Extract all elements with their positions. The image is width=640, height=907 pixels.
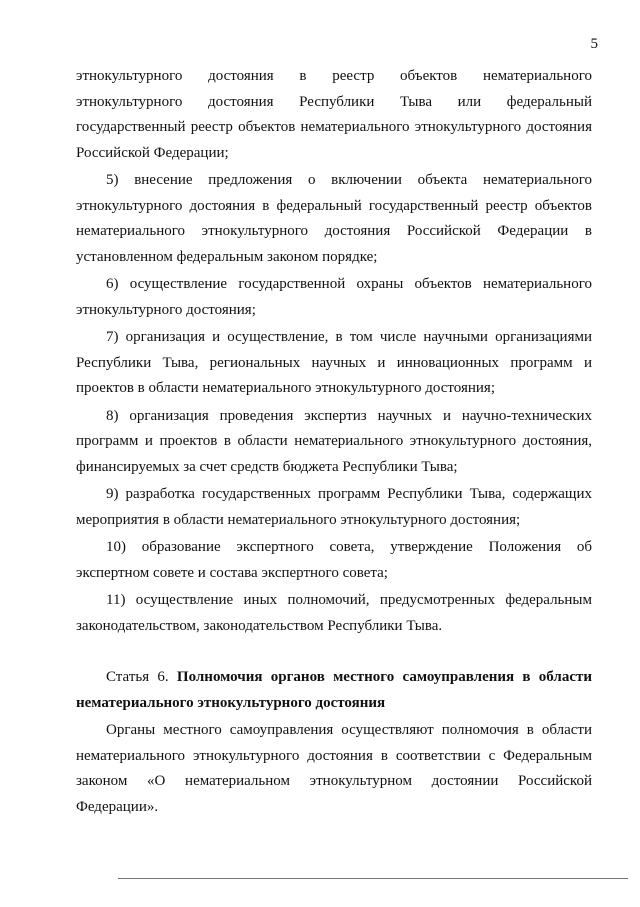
article-body: Органы местного самоуправления осуществляют полномочия в области нематериального этнокультурного достояния в соответствии с Федеральным законом «О нематериальном этнокультурном достоянии Российской Федерации». bbox=[76, 722, 592, 815]
footer-divider bbox=[118, 878, 628, 879]
list-item-6: 6) осуществление государственной охраны объектов нематериального этнокультурного достояния; bbox=[76, 276, 592, 318]
document-body bbox=[76, 64, 592, 820]
list-item-11: 11) осуществление иных полномочий, предусмотренных федеральным законодательством, законодательством Республики Тыва. bbox=[76, 592, 592, 634]
list-item-7: 7) организация и осуществление, в том числе научными организациями Республики Тыва, региональных научных и инновационных программ и проектов в области нематериального этнокультурного достояния; bbox=[76, 329, 592, 396]
text-line: этнокультурного достояния в реестр объектов нематериального bbox=[76, 68, 592, 84]
list-item-10: 10) образование экспертного совета, утверждение Положения об экспертном совете и состава экспертного совета; bbox=[76, 539, 592, 581]
text-line: государственный реестр объектов нематериального этнокультурного достояния Российской Федерации; bbox=[76, 119, 592, 161]
article-label: Статья 6. bbox=[106, 669, 169, 685]
article-title: Полномочия органов местного самоуправления в области нематериального этнокультурного достояния bbox=[76, 669, 593, 711]
list-item-5: 5) внесение предложения о включении объекта нематериального этнокультурного достояния в федеральный государственный реестр объектов нематериального этнокультурного достояния Российской Федерации в установленном федеральным законом порядке; bbox=[76, 172, 592, 265]
paragraph-continuation bbox=[76, 64, 592, 166]
text-line: этнокультурного достояния Республики Тыва или федеральный bbox=[76, 93, 592, 110]
list-item-8: 8) организация проведения экспертиз научных и научно-технических программ и проектов в области нематериального этнокультурного достояния, финансируемых за счет средств бюджета Республики Тыва; bbox=[76, 407, 592, 475]
list-item-9: 9) разработка государственных программ Республики Тыва, содержащих мероприятия в области нематериального этнокультурного достояния; bbox=[76, 486, 592, 528]
page-number: 5 bbox=[590, 36, 598, 52]
article-heading bbox=[76, 665, 592, 716]
